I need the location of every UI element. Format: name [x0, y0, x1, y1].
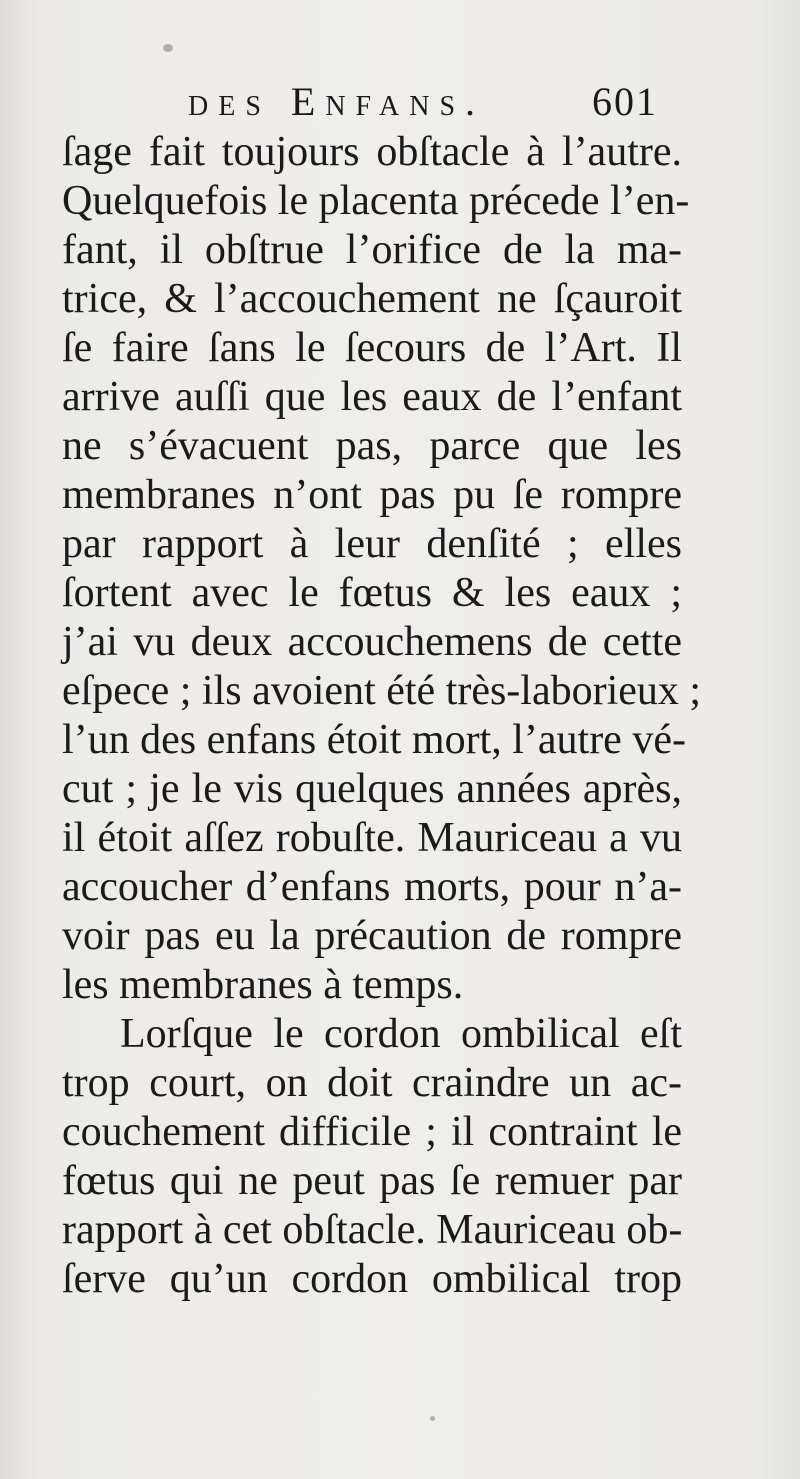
text-line: ſage fait toujours obſtacle à l’autre. [62, 129, 682, 175]
text-line: fœtus qui ne peut pas ſe remuer par [62, 1158, 682, 1204]
ink-spot [430, 1416, 435, 1421]
text-line: trice, & l’accouchement ne ſçauroit [62, 276, 682, 322]
page-header [0, 78, 800, 128]
text-line: j’ai vu deux accouchemens de cette [62, 619, 682, 665]
text-line: trop court, on doit craindre un ac- [62, 1060, 682, 1106]
text-line: Quelquefois le placenta précede l’en- [62, 178, 690, 224]
text-line: couchement difficile ; il contraint le [62, 1109, 682, 1155]
text-line: accoucher d’enfans morts, pour n’a- [62, 864, 682, 910]
page-number: 601 [592, 79, 658, 124]
text-line: par rapport à leur denſité ; elles [62, 521, 682, 567]
text-line: l’un des enfans étoit mort, l’autre vé- [62, 717, 686, 763]
text-line: les membranes à temps. [62, 962, 464, 1008]
text-line: ſe faire ſans le ſecours de l’Art. Il [62, 325, 682, 371]
ink-spot [163, 44, 173, 52]
text-line: il étoit aſſez robuſte. Mauriceau a vu [62, 815, 682, 861]
text-line: Lorſque le cordon ombilical eſt [120, 1011, 682, 1057]
body-text [62, 128, 702, 1304]
running-title: des Enfans. [188, 79, 486, 124]
paragraph-1 [62, 128, 702, 1010]
text-line: arrive auſſi que les eaux de l’enfant [62, 374, 682, 420]
text-line: ne s’évacuent pas, parce que les [62, 423, 682, 469]
text-line: cut ; je le vis quelques années après, [62, 766, 682, 812]
paragraph-2 [62, 1010, 682, 1304]
text-line: voir pas eu la précaution de rompre [62, 913, 682, 959]
text-line: eſpece ; ils avoient été très-laborieux ; [62, 668, 702, 714]
text-line: rapport à cet obſtacle. Mauriceau ob- [62, 1207, 683, 1253]
text-line: ſerve qu’un cordon ombilical trop [62, 1256, 682, 1302]
text-line: membranes n’ont pas pu ſe rompre [62, 472, 682, 518]
text-line: fant, il obſtrue l’orifice de la ma- [62, 227, 682, 273]
text-line: ſortent avec le fœtus & les eaux ; [62, 570, 682, 616]
